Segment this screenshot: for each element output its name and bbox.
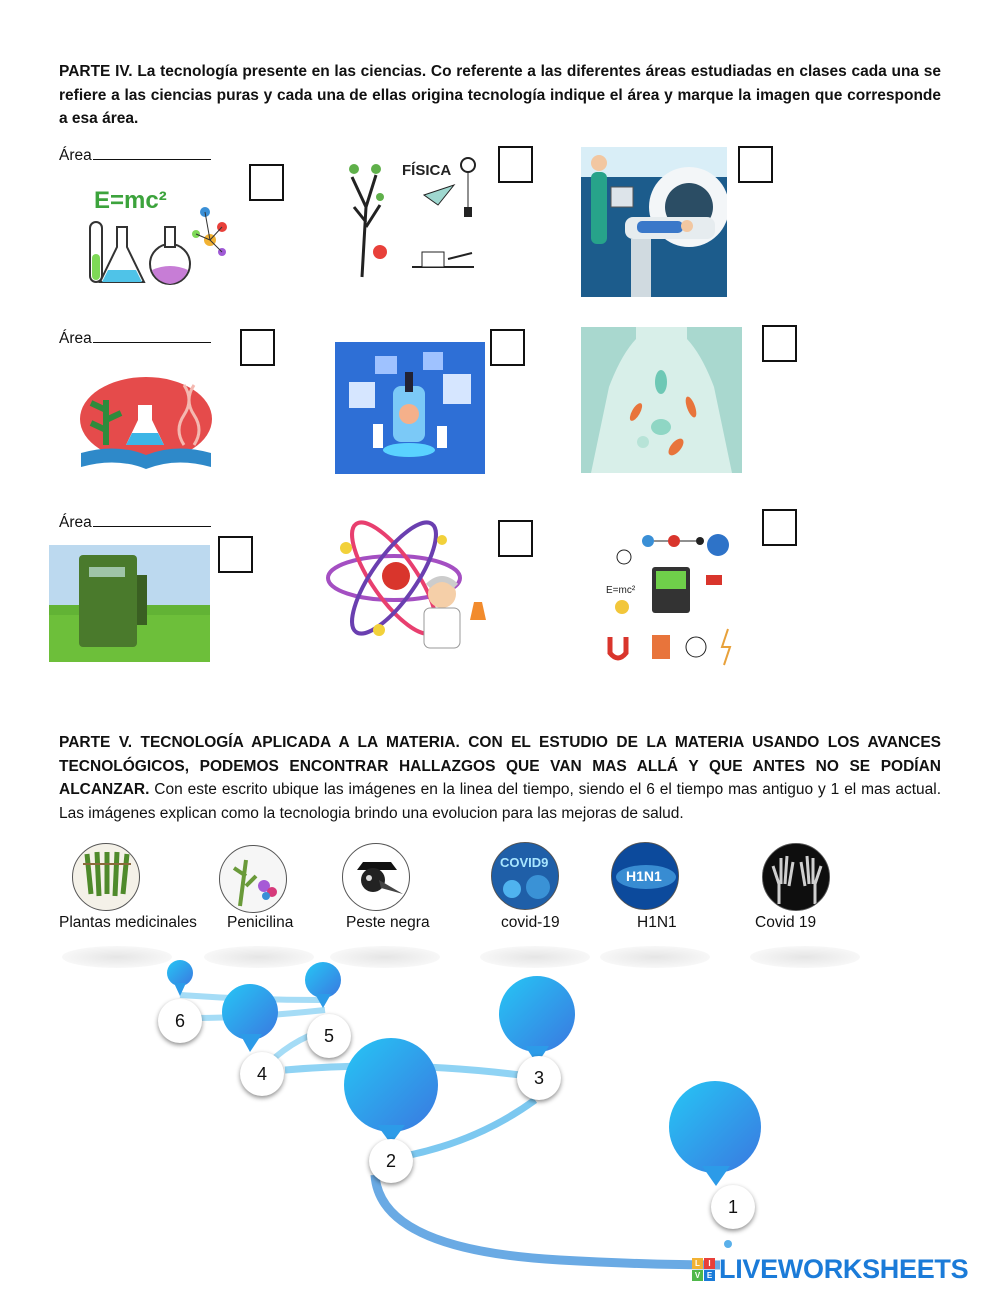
brand-text: LIVEWORKSHEETS	[719, 1254, 969, 1284]
bubble-3	[499, 976, 575, 1064]
part5-rest: Con este escrito ubique las imágenes en la linea del tiempo, siendo el 6 el tiempo mas antiguo y 1 el mas actual. Las imágenes explican como la tecnologia brindo una evolucion para las mejoras de salud.	[59, 781, 941, 822]
area-label-1: Área	[59, 146, 211, 165]
covid-badge-text: COVID9	[500, 855, 549, 870]
timeline-node-6[interactable]: 6	[158, 999, 202, 1043]
bubble-2	[344, 1038, 438, 1144]
timeline-node-1[interactable]: 1	[711, 1185, 755, 1229]
bubble-4	[222, 984, 278, 1052]
h1n1-badge-text: H1N1	[626, 868, 662, 884]
part4-rest: Co referente a las diferentes áreas estudiadas en clases cada una se refiere a las ciencias puras y cada una de ellas origina tecnología indique el área y marque la imagen que corresponde a esa área.	[59, 63, 941, 127]
label-medicinal-plants: Plantas medicinales	[59, 914, 197, 931]
area-label-3: Área	[59, 513, 211, 532]
timeline-node-3[interactable]: 3	[517, 1056, 561, 1100]
timeline-node-5[interactable]: 5	[307, 1014, 351, 1058]
timeline-node-4[interactable]: 4	[240, 1052, 284, 1096]
label-h1n1: H1N1	[637, 914, 677, 931]
part5-lead: PARTE V. TECNOLOGÍA APLICADA A LA MATERIA. CON EL ESTUDIO DE LA MATERIA USANDO LOS AVANCES TECNOLÓGICOS, PODEMOS ENCONTRAR HALLAZGOS QUE VAN MAS ALLÁ Y QUE ANTES NO SE PODÍAN ALCANZAR.	[59, 734, 941, 798]
emc-formula: E=mc²	[94, 187, 167, 214]
bubble-6	[167, 960, 193, 996]
label-peste-negra: Peste negra	[346, 914, 430, 931]
brand-mark-icon: L I V E	[692, 1258, 715, 1281]
bubble-1	[669, 1081, 761, 1186]
part4-lead: PARTE IV. La tecnología presente en las ciencias.	[59, 63, 427, 80]
liveworksheets-logo	[692, 1254, 968, 1285]
timeline-node-2[interactable]: 2	[369, 1139, 413, 1183]
label-covid19-b: Covid 19	[755, 914, 817, 931]
emc-small: E=mc²	[606, 585, 636, 596]
label-covid19-a: covid-19	[501, 914, 560, 931]
fisica-title: FÍSICA	[402, 162, 452, 179]
label-penicilina: Penicilina	[227, 914, 294, 931]
area-label-2: Área	[59, 329, 211, 348]
